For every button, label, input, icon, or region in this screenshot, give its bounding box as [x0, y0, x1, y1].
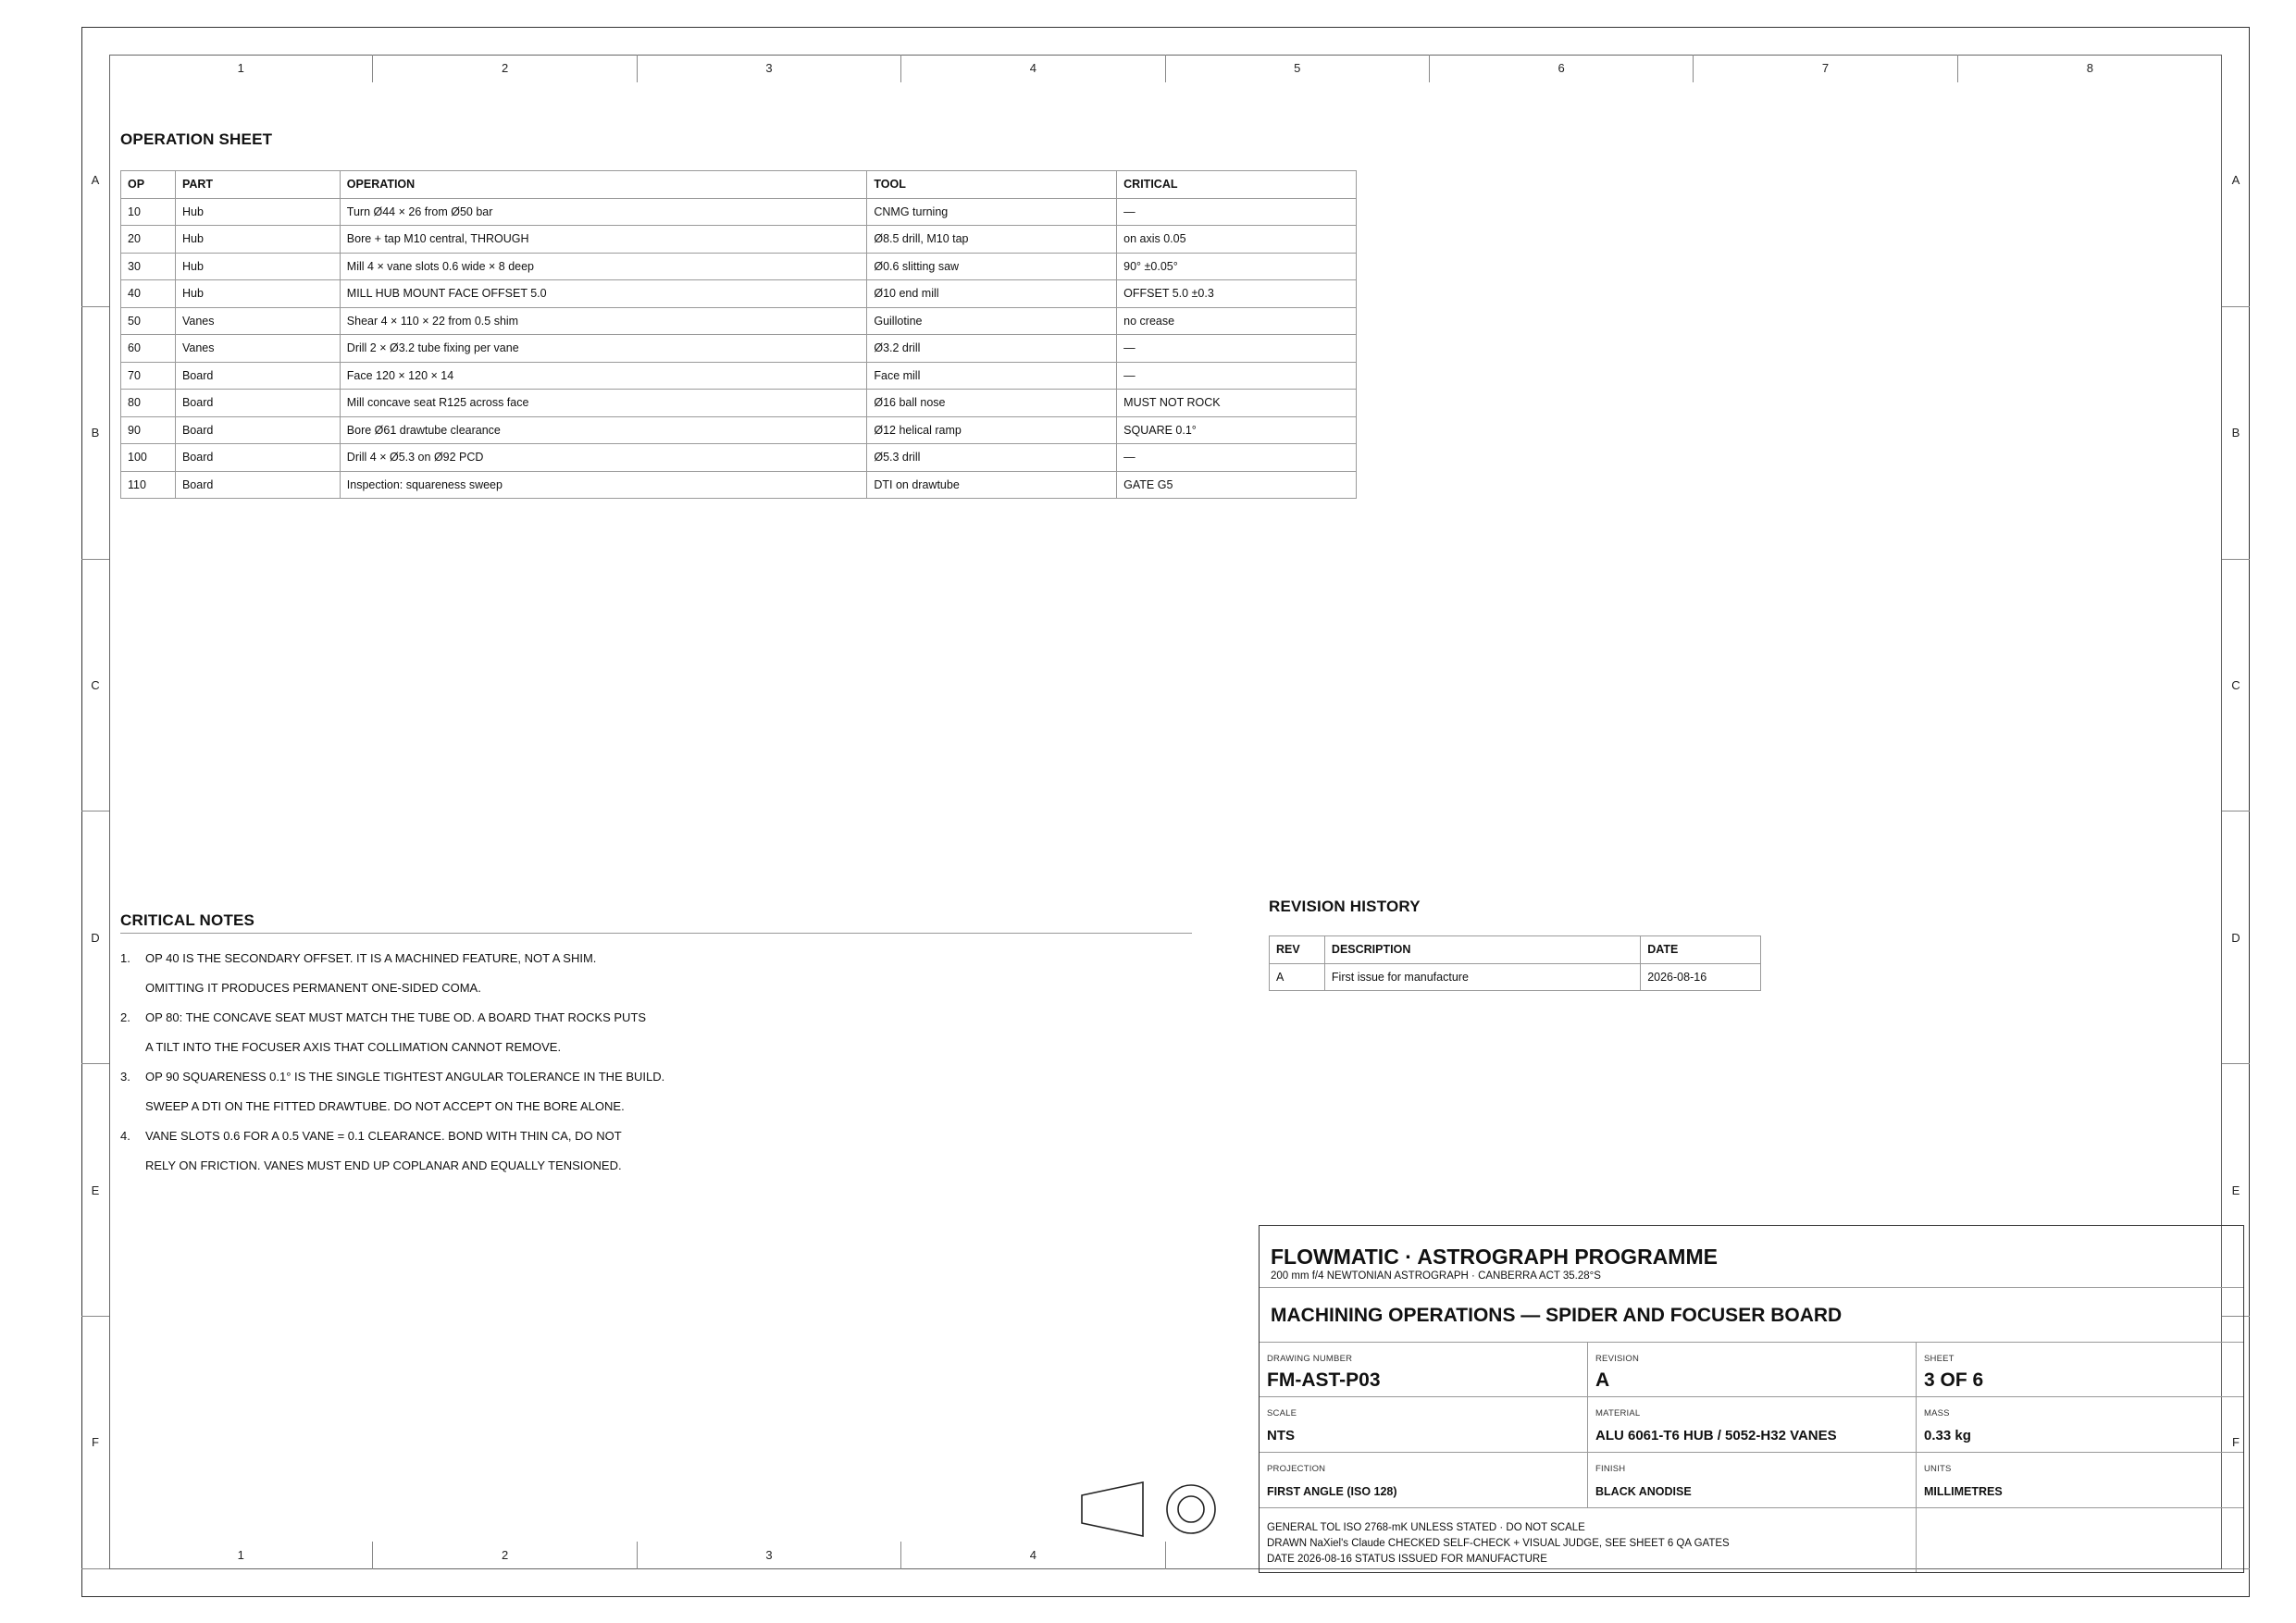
table-cell: Board [175, 362, 340, 390]
note-number: 4. [120, 1129, 130, 1143]
projection-label: PROJECTION [1267, 1464, 1326, 1474]
general-tolerance-line: GENERAL TOL ISO 2768-mK UNLESS STATED · DO NOT SCALE [1267, 1522, 1585, 1533]
note-item [120, 1121, 1203, 1151]
table-cell: 90° ±0.05° [1117, 253, 1357, 280]
table-row [121, 226, 1357, 254]
zone-row-right-B: B [2222, 307, 2250, 560]
table-cell: CNMG turning [867, 198, 1117, 226]
table-cell: Ø3.2 drill [867, 335, 1117, 363]
finish-label: FINISH [1595, 1464, 1626, 1474]
units-cell [1917, 1453, 2245, 1507]
sheet-label: SHEET [1924, 1354, 1955, 1364]
table-cell: — [1117, 335, 1357, 363]
date-status-line: DATE 2026-08-16 STATUS ISSUED FOR MANUFACTURE [1267, 1554, 1547, 1565]
zone-column-5: 5 [1166, 55, 1430, 82]
zone-row-right-D: D [2222, 812, 2250, 1064]
table-cell: GATE G5 [1117, 471, 1357, 499]
table-row [121, 307, 1357, 335]
note-number: 1. [120, 951, 130, 965]
table-cell: Guillotine [867, 307, 1117, 335]
table-cell: 110 [121, 471, 176, 499]
table-cell: Inspection: squareness sweep [340, 471, 867, 499]
table-cell: Face mill [867, 362, 1117, 390]
zone-row-right-E: E [2222, 1064, 2250, 1317]
zone-column-4: 4 [901, 55, 1165, 82]
table-cell: 2026-08-16 [1641, 963, 1761, 991]
operation-header-operation: OPERATION [340, 171, 867, 199]
critical-notes-title: CRITICAL NOTES [120, 911, 255, 929]
table-cell: — [1117, 444, 1357, 472]
table-row [121, 390, 1357, 417]
mass-cell [1917, 1397, 2245, 1452]
table-row [121, 253, 1357, 280]
table-cell: Board [175, 390, 340, 417]
table-cell: — [1117, 362, 1357, 390]
critical-notes-rule [120, 933, 1192, 934]
table-row [121, 471, 1357, 499]
table-row [121, 444, 1357, 472]
table-cell: 50 [121, 307, 176, 335]
title-block-footer-row [1260, 1508, 2243, 1572]
table-cell: Bore Ø61 drawtube clearance [340, 416, 867, 444]
table-cell: Ø16 ball nose [867, 390, 1117, 417]
note-item [120, 1062, 1203, 1092]
scale-value: NTS [1267, 1428, 1295, 1443]
sheet-value: 3 OF 6 [1924, 1369, 1984, 1391]
table-cell: 60 [121, 335, 176, 363]
zone-column-8: 8 [2086, 61, 2093, 75]
material-label: MATERIAL [1595, 1408, 1641, 1419]
zone-row-E: E [81, 1064, 109, 1317]
table-cell: Ø0.6 slitting saw [867, 253, 1117, 280]
zone-column-1: 1 [109, 55, 373, 82]
material-value: ALU 6061-T6 HUB / 5052-H32 VANES [1595, 1428, 1837, 1443]
projection-cell [1260, 1453, 1588, 1507]
projection-circle-outer-icon [1167, 1485, 1215, 1533]
sheet-cell [1917, 1343, 2245, 1396]
scale-cell [1260, 1397, 1588, 1452]
operation-header-op: OP [121, 171, 176, 199]
table-row [121, 416, 1357, 444]
title-block-number-row [1260, 1343, 2243, 1397]
table-cell: Hub [175, 280, 340, 308]
scale-label: SCALE [1267, 1408, 1297, 1419]
note-text: OP 80: THE CONCAVE SEAT MUST MATCH THE TUBE OD. A BOARD THAT ROCKS PUTS [145, 1010, 647, 1024]
zone-row-right-A: A [2222, 55, 2250, 307]
zone-row-C: C [81, 560, 109, 812]
table-cell: 40 [121, 280, 176, 308]
drawn-checked-line: DRAWN NaXiel's Claude CHECKED SELF-CHECK + VISUAL JUDGE, SEE SHEET 6 QA GATES [1267, 1538, 1730, 1549]
revision-header-date: DATE [1641, 936, 1761, 964]
revision-history-table [1269, 935, 1761, 991]
table-row [1270, 963, 1761, 991]
note-continuation: RELY ON FRICTION. VANES MUST END UP COPLANAR AND EQUALLY TENSIONED. [145, 1158, 622, 1172]
table-row [121, 335, 1357, 363]
table-cell: Mill 4 × vane slots 0.6 wide × 8 deep [340, 253, 867, 280]
zone-column-3: 3 [638, 55, 901, 82]
table-cell: 100 [121, 444, 176, 472]
zone-column-6: 6 [1430, 55, 1694, 82]
zone-column-bottom-3: 3 [638, 1542, 901, 1569]
table-cell: MILL HUB MOUNT FACE OFFSET 5.0 [340, 280, 867, 308]
note-text: VANE SLOTS 0.6 FOR A 0.5 VANE = 0.1 CLEARANCE. BOND WITH THIN CA, DO NOT [145, 1129, 622, 1143]
revision-label: REVISION [1595, 1354, 1639, 1364]
note-continuation: A TILT INTO THE FOCUSER AXIS THAT COLLIMATION CANNOT REMOVE. [145, 1040, 562, 1054]
zone-row-D: D [81, 812, 109, 1064]
table-cell: MUST NOT ROCK [1117, 390, 1357, 417]
drawing-number-cell [1260, 1343, 1588, 1396]
table-cell: Ø8.5 drill, M10 tap [867, 226, 1117, 254]
revision-history-header-row [1270, 936, 1761, 964]
projection-value: FIRST ANGLE (ISO 128) [1267, 1485, 1397, 1498]
zone-row-B: B [81, 307, 109, 560]
zone-column-bottom-2: 2 [373, 1542, 637, 1569]
units-label: UNITS [1924, 1464, 1952, 1474]
note-continuation: OMITTING IT PRODUCES PERMANENT ONE-SIDED COMA. [145, 981, 481, 995]
operation-header-tool: TOOL [867, 171, 1117, 199]
zone-row-right-C: C [2222, 560, 2250, 812]
title-block-scale-row [1260, 1397, 2243, 1453]
revision-cell [1588, 1343, 1917, 1396]
projection-circle-inner-icon [1178, 1496, 1204, 1522]
material-cell [1588, 1397, 1917, 1452]
table-cell: Vanes [175, 307, 340, 335]
note-number: 3. [120, 1070, 130, 1084]
table-cell: 30 [121, 253, 176, 280]
table-cell: 10 [121, 198, 176, 226]
title-block [1259, 1225, 2244, 1573]
zone-column-bottom-1: 1 [109, 1542, 373, 1569]
zone-row-F: F [81, 1317, 109, 1569]
note-continuation: SWEEP A DTI ON THE FITTED DRAWTUBE. DO NOT ACCEPT ON THE BORE ALONE. [145, 1099, 625, 1113]
table-row [121, 362, 1357, 390]
mass-label: MASS [1924, 1408, 1950, 1419]
table-cell: Drill 4 × Ø5.3 on Ø92 PCD [340, 444, 867, 472]
note-item [120, 944, 1203, 973]
table-cell: A [1270, 963, 1325, 991]
title-block-title-row [1260, 1288, 2243, 1343]
projection-cone-icon [1082, 1482, 1143, 1536]
project-subtitle: 200 mm f/4 NEWTONIAN ASTROGRAPH · CANBERRA ACT 35.28°S [1271, 1270, 1601, 1282]
table-cell: 90 [121, 416, 176, 444]
operation-sheet-title: OPERATION SHEET [120, 130, 273, 148]
table-cell: Ø5.3 drill [867, 444, 1117, 472]
zone-row-right-F: F [2222, 1317, 2250, 1569]
table-cell: Vanes [175, 335, 340, 363]
drawing-title: MACHINING OPERATIONS — SPIDER AND FOCUSER BOARD [1271, 1305, 1843, 1326]
operation-header-part: PART [175, 171, 340, 199]
table-cell: Mill concave seat R125 across face [340, 390, 867, 417]
table-cell: Shear 4 × 110 × 22 from 0.5 shim [340, 307, 867, 335]
revision-value: A [1595, 1369, 1610, 1391]
table-cell: DTI on drawtube [867, 471, 1117, 499]
note-text: OP 90 SQUARENESS 0.1° IS THE SINGLE TIGHTEST ANGULAR TOLERANCE IN THE BUILD. [145, 1070, 665, 1084]
table-cell: SQUARE 0.1° [1117, 416, 1357, 444]
title-block-projection-row [1260, 1453, 2243, 1508]
operation-sheet-header-row [121, 171, 1357, 199]
table-cell: 80 [121, 390, 176, 417]
table-cell: Board [175, 444, 340, 472]
revision-history-title: REVISION HISTORY [1269, 898, 1421, 915]
table-cell: Hub [175, 198, 340, 226]
table-cell: 70 [121, 362, 176, 390]
table-cell: First issue for manufacture [1324, 963, 1640, 991]
table-row [121, 198, 1357, 226]
units-value: MILLIMETRES [1924, 1485, 2003, 1498]
note-number: 2. [120, 1010, 130, 1024]
table-cell: Ø10 end mill [867, 280, 1117, 308]
company-name: FLOWMATIC · ASTROGRAPH PROGRAMME [1271, 1245, 1718, 1269]
mass-value: 0.33 kg [1924, 1428, 1971, 1443]
table-cell: Hub [175, 253, 340, 280]
table-cell: Board [175, 416, 340, 444]
revision-header-description: DESCRIPTION [1324, 936, 1640, 964]
zone-column-7: 7 [1694, 55, 1957, 82]
zone-column-2: 2 [373, 55, 637, 82]
operation-sheet-table [120, 170, 1357, 499]
table-cell: OFFSET 5.0 ±0.3 [1117, 280, 1357, 308]
table-cell: Hub [175, 226, 340, 254]
table-cell: Board [175, 471, 340, 499]
table-row [121, 280, 1357, 308]
table-cell: Drill 2 × Ø3.2 tube fixing per vane [340, 335, 867, 363]
zone-column-bottom-4: 4 [901, 1542, 1165, 1569]
finish-value: BLACK ANODISE [1595, 1485, 1692, 1498]
footer-notes-cell [1260, 1508, 1917, 1572]
table-cell: Turn Ø44 × 26 from Ø50 bar [340, 198, 867, 226]
operation-header-critical: CRITICAL [1117, 171, 1357, 199]
drawing-number-label: DRAWING NUMBER [1267, 1354, 1353, 1364]
footer-blank-cell [1917, 1508, 2245, 1572]
drawing-number: FM-AST-P03 [1267, 1369, 1381, 1391]
note-item [120, 1003, 1203, 1033]
table-cell: — [1117, 198, 1357, 226]
note-text: OP 40 IS THE SECONDARY OFFSET. IT IS A MACHINED FEATURE, NOT A SHIM. [145, 951, 597, 965]
table-cell: no crease [1117, 307, 1357, 335]
finish-cell [1588, 1453, 1917, 1507]
table-cell: 20 [121, 226, 176, 254]
table-cell: Face 120 × 120 × 14 [340, 362, 867, 390]
table-cell: Bore + tap M10 central, THROUGH [340, 226, 867, 254]
title-block-company-row [1260, 1226, 2243, 1288]
zone-row-A: A [81, 55, 109, 307]
revision-header-rev: REV [1270, 936, 1325, 964]
first-angle-projection-symbol [1078, 1479, 1226, 1543]
critical-notes-list [120, 944, 1203, 1181]
table-cell: on axis 0.05 [1117, 226, 1357, 254]
table-cell: Ø12 helical ramp [867, 416, 1117, 444]
